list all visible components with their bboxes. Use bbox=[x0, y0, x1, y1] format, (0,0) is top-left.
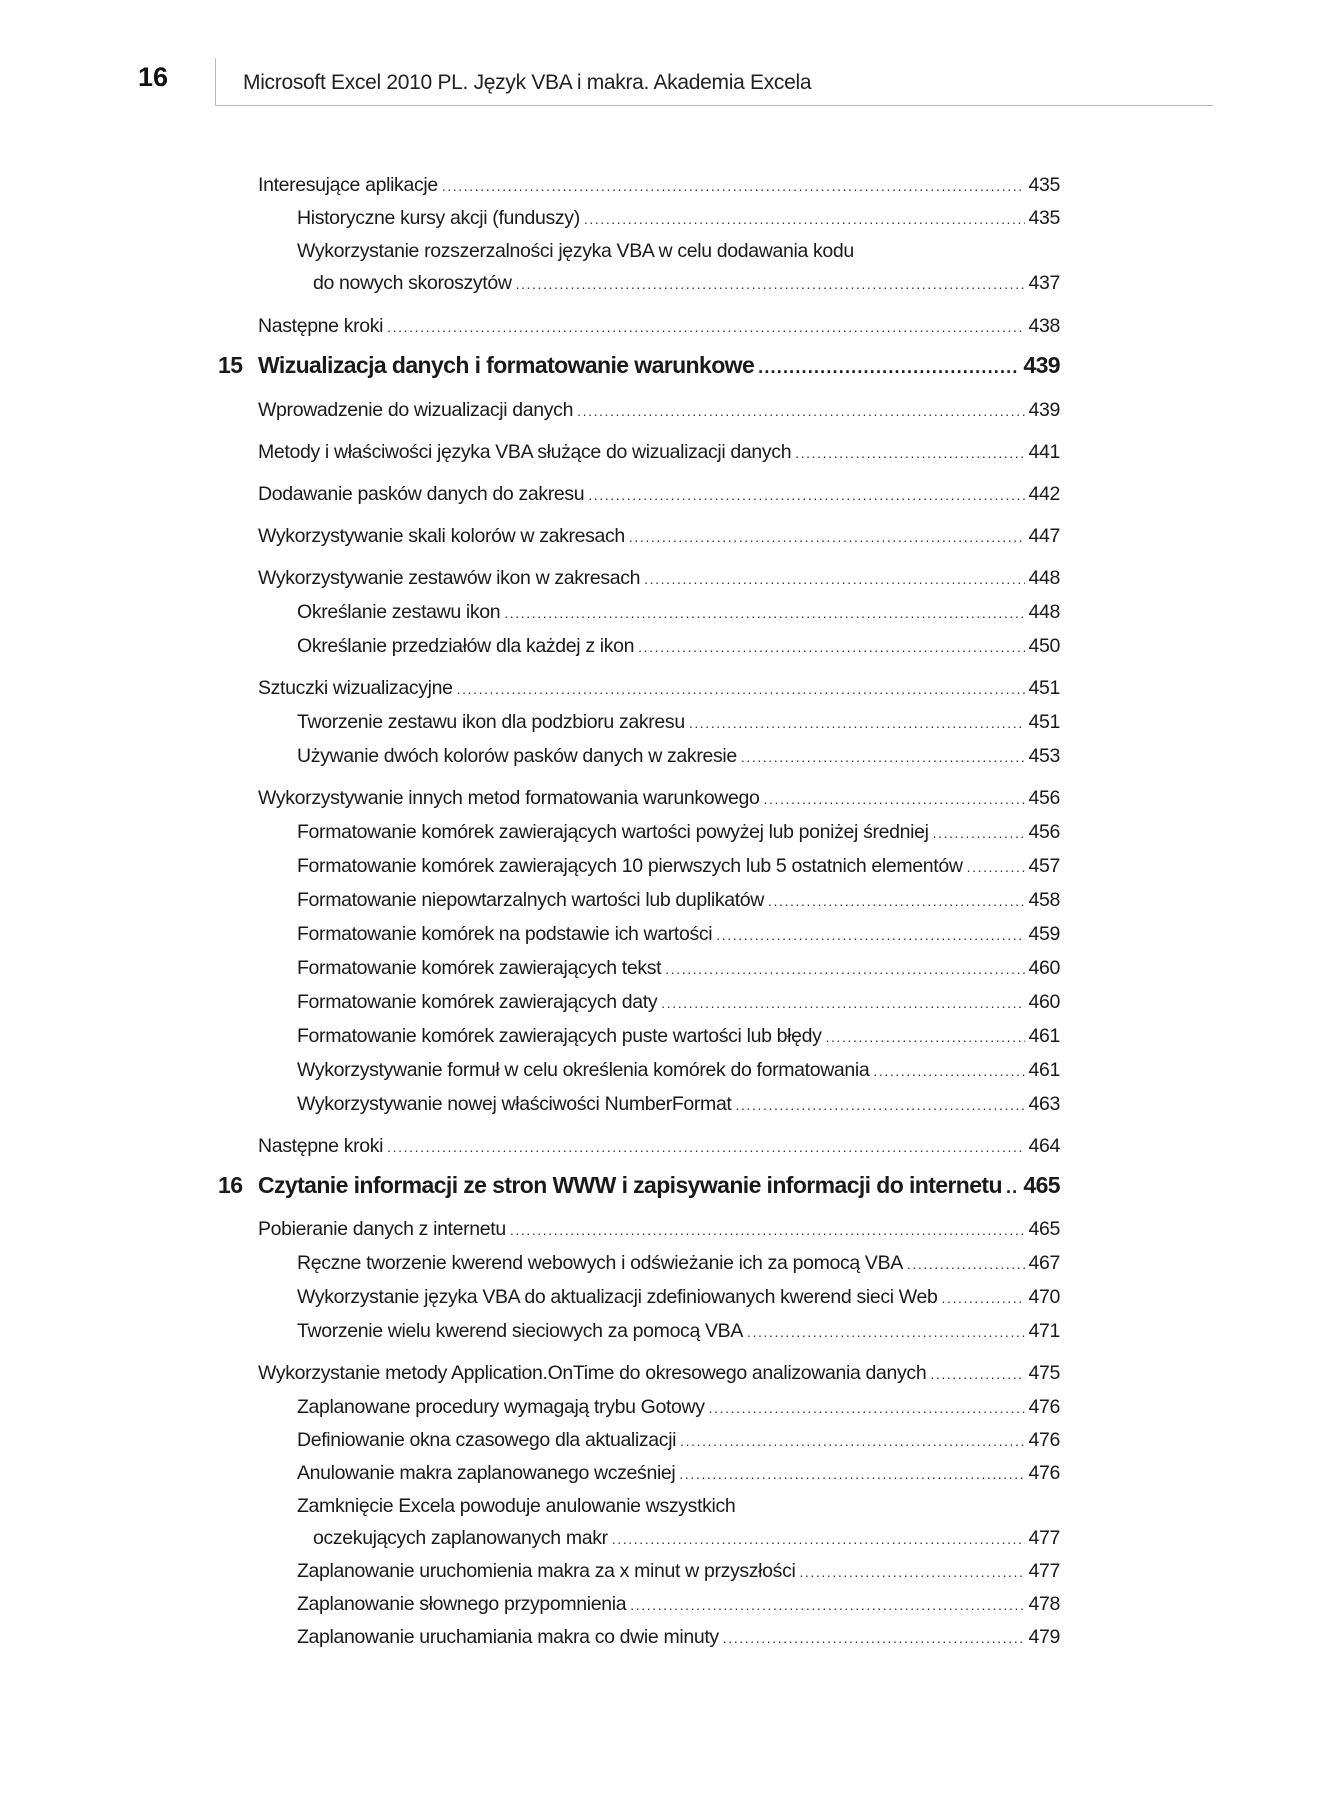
toc-entry-title: Historyczne kursy akcji (funduszy) bbox=[297, 207, 580, 229]
toc-entry-page: 453 bbox=[1028, 745, 1060, 767]
toc-entry-page: 438 bbox=[1028, 315, 1060, 337]
toc-entry-page: 461 bbox=[1028, 1059, 1060, 1081]
toc-subentry bbox=[0, 887, 1060, 914]
toc-entry-title: Określanie zestawu ikon bbox=[297, 601, 501, 623]
toc-entry-title: Metody i właściwości języka VBA służące do wizualizacji danych bbox=[258, 441, 792, 463]
leader-dots bbox=[758, 352, 1019, 382]
toc-entry-page: 467 bbox=[1028, 1252, 1060, 1274]
toc-entry-page: 470 bbox=[1028, 1286, 1060, 1308]
toc-subentry bbox=[0, 1057, 1060, 1084]
leader-dots bbox=[967, 854, 1025, 880]
toc-entry-page: 477 bbox=[1028, 1527, 1060, 1549]
toc-entry-title: Zaplanowanie uruchomienia makra za x minut w przyszłości bbox=[297, 1560, 796, 1582]
leader-dots bbox=[661, 990, 1024, 1016]
toc-entry bbox=[0, 1216, 1060, 1243]
toc-subentry-line1 bbox=[0, 238, 1339, 264]
toc-entry bbox=[0, 1133, 1060, 1160]
toc-subentry bbox=[0, 633, 1060, 660]
toc-entry-title: Zaplanowanie uruchamiania makra co dwie minuty bbox=[297, 1626, 719, 1648]
chapter-page: 439 bbox=[1023, 352, 1060, 378]
toc-entry-title: Następne kroki bbox=[258, 1135, 384, 1157]
toc-entry-title: Wprowadzenie do wizualizacji danych bbox=[258, 399, 574, 421]
leader-dots bbox=[577, 398, 1024, 424]
toc-entry-title: Sztuczki wizualizacyjne bbox=[258, 677, 453, 699]
toc-entry-title: Zaplanowanie słownego przypomnienia bbox=[297, 1593, 627, 1615]
toc-subentry-line2 bbox=[0, 270, 1060, 297]
toc-chapter bbox=[0, 350, 1060, 382]
toc-entry-page: 465 bbox=[1028, 1218, 1060, 1240]
toc-entry-title: Wykorzystywanie skali kolorów w zakresach bbox=[258, 525, 625, 547]
toc-entry-page: 450 bbox=[1028, 635, 1060, 657]
toc-entry-title: Dodawanie pasków danych do zakresu bbox=[258, 483, 585, 505]
toc-subentry bbox=[0, 1394, 1060, 1421]
leader-dots bbox=[799, 1559, 1024, 1585]
toc-subentry-line2 bbox=[0, 1525, 1060, 1552]
toc-entry bbox=[0, 172, 1060, 199]
toc-entry-title: Zaplanowane procedury wymagają trybu Gotowy bbox=[297, 1396, 705, 1418]
leader-dots bbox=[826, 1024, 1025, 1050]
page-number: 16 bbox=[138, 62, 169, 92]
toc-entry-page: 437 bbox=[1028, 272, 1060, 294]
toc-subentry bbox=[0, 709, 1060, 736]
toc-subentry bbox=[0, 205, 1060, 232]
toc-entry bbox=[0, 313, 1060, 340]
leader-dots bbox=[584, 206, 1025, 232]
toc-entry-title: Formatowanie niepowtarzalnych wartości lub duplikatów bbox=[297, 889, 765, 911]
toc-subentry bbox=[0, 955, 1060, 982]
toc-subentry bbox=[0, 1023, 1060, 1050]
toc-entry-title: Tworzenie zestawu ikon dla podzbioru zakresu bbox=[297, 711, 685, 733]
toc-entry-page: 441 bbox=[1028, 441, 1060, 463]
toc-entry-title: Określanie przedziałów dla każdej z ikon bbox=[297, 635, 635, 657]
leader-dots bbox=[1006, 1172, 1019, 1202]
toc-subentry bbox=[0, 1250, 1060, 1277]
toc-entry-page: 476 bbox=[1028, 1396, 1060, 1418]
toc-entry-page: 479 bbox=[1028, 1626, 1060, 1648]
toc-entry-page: 460 bbox=[1028, 991, 1060, 1013]
toc-entry-title: Tworzenie wielu kwerend sieciowych za pomocą VBA bbox=[297, 1320, 743, 1342]
toc-subentry bbox=[0, 1591, 1060, 1618]
leader-dots bbox=[504, 600, 1024, 626]
toc-entry-page: 478 bbox=[1028, 1593, 1060, 1615]
toc-entry bbox=[0, 785, 1060, 812]
toc-entry-page: 476 bbox=[1028, 1462, 1060, 1484]
toc-entry-page: 460 bbox=[1028, 957, 1060, 979]
toc-entry-page: 458 bbox=[1028, 889, 1060, 911]
toc-entry-page: 448 bbox=[1028, 567, 1060, 589]
toc-entry-title: do nowych skoroszytów bbox=[313, 272, 512, 294]
toc-entry-page: 435 bbox=[1028, 174, 1060, 196]
toc-entry-title: oczekujących zaplanowanych makr bbox=[313, 1527, 608, 1549]
leader-dots bbox=[516, 271, 1025, 297]
toc-subentry bbox=[0, 1284, 1060, 1311]
toc-entry-page: 447 bbox=[1028, 525, 1060, 547]
leader-dots bbox=[930, 1361, 1024, 1387]
leader-dots bbox=[638, 634, 1024, 660]
toc-entry-page: 477 bbox=[1028, 1560, 1060, 1582]
toc-chapter bbox=[0, 1170, 1060, 1202]
leader-dots bbox=[933, 820, 1025, 846]
leader-dots bbox=[510, 1217, 1025, 1243]
toc-subentry bbox=[0, 989, 1060, 1016]
leader-dots bbox=[768, 888, 1024, 914]
leader-dots bbox=[442, 173, 1025, 199]
toc-subentry bbox=[0, 921, 1060, 948]
toc-subentry bbox=[0, 1091, 1060, 1118]
leader-dots bbox=[709, 1395, 1025, 1421]
leader-dots bbox=[630, 1592, 1024, 1618]
toc-entry bbox=[0, 439, 1060, 466]
toc-entry-page: 459 bbox=[1028, 923, 1060, 945]
toc-entry-title: Formatowanie komórek zawierających puste wartości lub błędy bbox=[297, 1025, 822, 1047]
toc-entry bbox=[0, 397, 1060, 424]
toc-subentry bbox=[0, 1624, 1060, 1651]
leader-dots bbox=[723, 1625, 1025, 1651]
toc-entry-page: 435 bbox=[1028, 207, 1060, 229]
toc-entry-title: Formatowanie komórek zawierających wartości powyżej lub poniżej średniej bbox=[297, 821, 929, 843]
leader-dots bbox=[764, 786, 1025, 812]
toc-entry bbox=[0, 675, 1060, 702]
leader-dots bbox=[873, 1058, 1024, 1084]
leader-dots bbox=[736, 1092, 1025, 1118]
leader-dots bbox=[680, 1428, 1024, 1454]
toc-subentry bbox=[0, 853, 1060, 880]
toc-subentry-line1 bbox=[0, 1493, 1339, 1519]
leader-dots bbox=[457, 676, 1025, 702]
toc-entry-page: 464 bbox=[1028, 1135, 1060, 1157]
toc-entry-title: Interesujące aplikacje bbox=[258, 174, 438, 196]
chapter-number: 16 bbox=[218, 1172, 243, 1198]
chapter-title: Czytanie informacji ze stron WWW i zapisywanie informacji do internetu bbox=[258, 1172, 1002, 1198]
toc-entry-title: Definiowanie okna czasowego dla aktualizacji bbox=[297, 1429, 677, 1451]
toc-entry-title: Używanie dwóch kolorów pasków danych w zakresie bbox=[297, 745, 737, 767]
leader-dots bbox=[907, 1251, 1025, 1277]
toc-entry-title: Wykorzystanie rozszerzalności języka VBA w celu dodawania kodu bbox=[297, 240, 854, 262]
toc-entry-title: Formatowanie komórek zawierających 10 pierwszych lub 5 ostatnich elementów bbox=[297, 855, 963, 877]
toc-subentry bbox=[0, 819, 1060, 846]
toc-entry-title: Formatowanie komórek na podstawie ich wartości bbox=[297, 923, 713, 945]
toc-entry-page: 442 bbox=[1028, 483, 1060, 505]
leader-dots bbox=[795, 440, 1024, 466]
chapter-title: Wizualizacja danych i formatowanie warunkowe bbox=[258, 352, 755, 378]
toc-entry-title: Wykorzystywanie zestawów ikon w zakresach bbox=[258, 567, 641, 589]
leader-dots bbox=[644, 566, 1024, 592]
toc-entry-title: Wykorzystywanie nowej właściwości NumberFormat bbox=[297, 1093, 732, 1115]
leader-dots bbox=[716, 922, 1024, 948]
leader-dots bbox=[588, 482, 1024, 508]
leader-dots bbox=[689, 710, 1025, 736]
toc-entry-title: Wykorzystanie języka VBA do aktualizacji zdefiniowanych kwerend sieci Web bbox=[297, 1286, 938, 1308]
leader-dots bbox=[629, 524, 1025, 550]
toc-entry bbox=[0, 1360, 1060, 1387]
toc-entry-page: 448 bbox=[1028, 601, 1060, 623]
toc-subentry bbox=[0, 1460, 1060, 1487]
toc-entry-page: 456 bbox=[1028, 821, 1060, 843]
toc-entry-title: Wykorzystanie metody Application.OnTime do okresowego analizowania danych bbox=[258, 1362, 927, 1384]
toc-entry-page: 463 bbox=[1028, 1093, 1060, 1115]
toc-entry-title: Anulowanie makra zaplanowanego wcześniej bbox=[297, 1462, 676, 1484]
toc-entry-page: 457 bbox=[1028, 855, 1060, 877]
leader-dots bbox=[387, 1134, 1024, 1160]
toc-subentry bbox=[0, 1558, 1060, 1585]
toc-subentry bbox=[0, 1318, 1060, 1345]
leader-dots bbox=[679, 1461, 1024, 1487]
leader-dots bbox=[612, 1526, 1025, 1552]
toc-entry bbox=[0, 481, 1060, 508]
toc-entry-page: 471 bbox=[1028, 1320, 1060, 1342]
toc-entry-page: 476 bbox=[1028, 1429, 1060, 1451]
toc-entry-title: Następne kroki bbox=[258, 315, 384, 337]
toc-entry-title: Formatowanie komórek zawierających tekst bbox=[297, 957, 662, 979]
leader-dots bbox=[747, 1319, 1025, 1345]
toc-entry-title: Wykorzystywanie formuł w celu określenia komórek do formatowania bbox=[297, 1059, 870, 1081]
toc-entry-page: 451 bbox=[1028, 711, 1060, 733]
leader-dots bbox=[387, 314, 1024, 340]
leader-dots bbox=[741, 744, 1025, 770]
toc-entry-title: Formatowanie komórek zawierających daty bbox=[297, 991, 658, 1013]
toc-entry-title: Ręczne tworzenie kwerend webowych i odświeżanie ich za pomocą VBA bbox=[297, 1252, 903, 1274]
toc-subentry bbox=[0, 743, 1060, 770]
toc-entry-title: Wykorzystywanie innych metod formatowania warunkowego bbox=[258, 787, 760, 809]
toc-entry-page: 461 bbox=[1028, 1025, 1060, 1047]
toc-entry-page: 456 bbox=[1028, 787, 1060, 809]
chapter-number: 15 bbox=[218, 352, 243, 378]
toc-entry bbox=[0, 523, 1060, 550]
toc-subentry bbox=[0, 599, 1060, 626]
chapter-page: 465 bbox=[1023, 1172, 1060, 1198]
toc-entry-page: 439 bbox=[1028, 399, 1060, 421]
toc-entry-title: Pobieranie danych z internetu bbox=[258, 1218, 506, 1240]
toc-subentry bbox=[0, 1427, 1060, 1454]
toc-entry-page: 475 bbox=[1028, 1362, 1060, 1384]
leader-dots bbox=[941, 1285, 1024, 1311]
book-title: Microsoft Excel 2010 PL. Język VBA i makra. Akademia Excela bbox=[243, 71, 812, 94]
toc-entry-title: Zamknięcie Excela powoduje anulowanie wszystkich bbox=[297, 1495, 736, 1517]
toc-entry-page: 451 bbox=[1028, 677, 1060, 699]
toc-entry bbox=[0, 565, 1060, 592]
leader-dots bbox=[665, 956, 1024, 982]
